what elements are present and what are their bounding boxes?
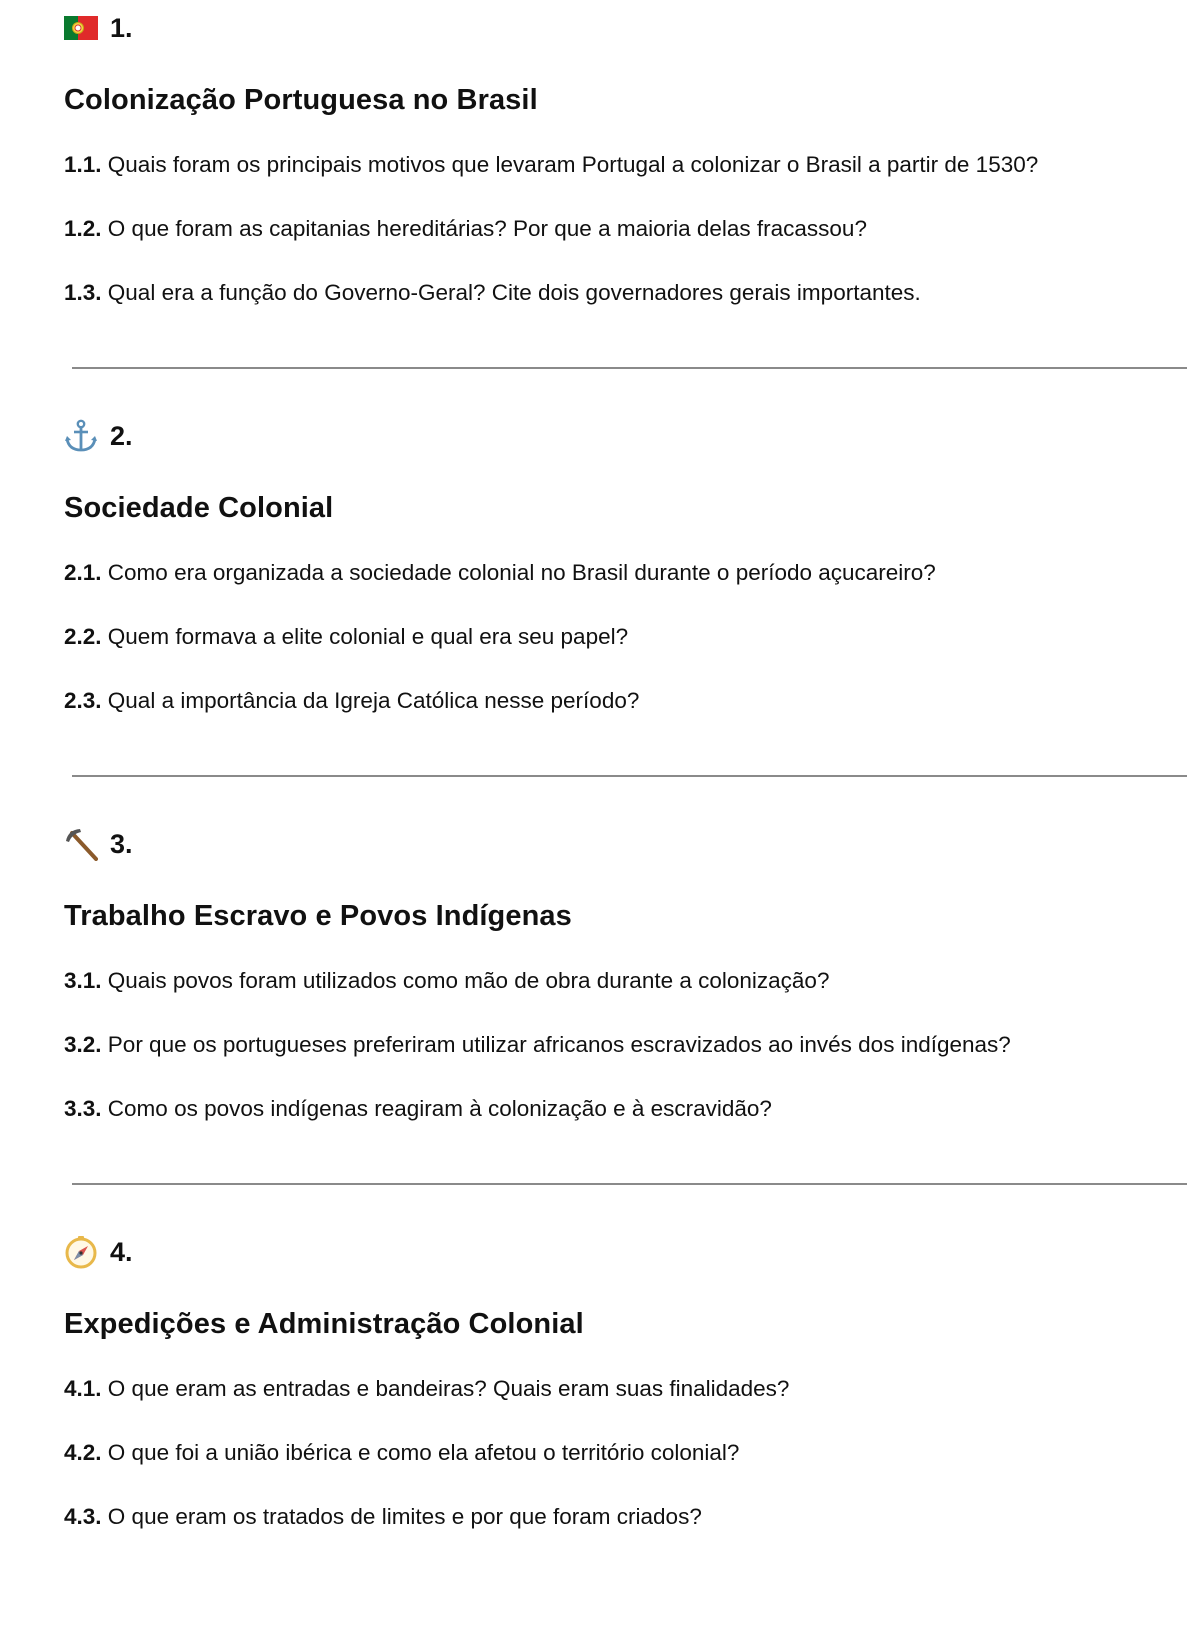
question-text: Por que os portugueses preferiram utilizar africanos escravizados ao invés dos indígenas? [107, 1032, 1011, 1057]
section-3 [64, 826, 1174, 1124]
question-item [64, 1094, 1174, 1124]
section-divider [72, 775, 1187, 777]
section-4 [64, 1234, 1174, 1532]
section-title: Colonização Portuguesa no Brasil [64, 84, 538, 116]
section-1-header [64, 10, 1174, 46]
question-text: Quais foram os principais motivos que levaram Portugal a colonizar o Brasil a partir de 1530? [107, 152, 1039, 177]
section-1 [64, 10, 1174, 308]
section-2 [64, 418, 1174, 716]
question-text: O que eram as entradas e bandeiras? Quais eram suas finalidades? [107, 1376, 790, 1401]
question-item [64, 622, 1174, 652]
question-number: 1.1. [64, 152, 102, 177]
question-number: 4.1. [64, 1376, 102, 1401]
question-text: Quais povos foram utilizados como mão de obra durante a colonização? [107, 968, 830, 993]
question-item [64, 1502, 1174, 1532]
section-number: 3. [110, 829, 133, 859]
question-text: Qual era a função do Governo-Geral? Cite dois governadores gerais importantes. [107, 280, 921, 305]
question-item [64, 1030, 1174, 1060]
section-title: Trabalho Escravo e Povos Indígenas [64, 900, 572, 932]
question-text: Como era organizada a sociedade colonial no Brasil durante o período açucareiro? [107, 560, 936, 585]
section-number: 4. [110, 1237, 133, 1267]
question-item [64, 686, 1174, 716]
question-text: O que foi a união ibérica e como ela afetou o território colonial? [107, 1440, 740, 1465]
question-text: O que foram as capitanias hereditárias? Por que a maioria delas fracassou? [107, 216, 867, 241]
question-number: 2.3. [64, 688, 102, 713]
question-item [64, 966, 1174, 996]
question-number: 1.3. [64, 280, 102, 305]
question-number: 3.1. [64, 968, 102, 993]
section-4-header [64, 1234, 1174, 1270]
question-number: 4.3. [64, 1504, 102, 1529]
section-title: Sociedade Colonial [64, 492, 334, 524]
question-item [64, 1374, 1174, 1404]
section-2-header [64, 418, 1174, 454]
question-number: 4.2. [64, 1440, 102, 1465]
question-text: O que eram os tratados de limites e por que foram criados? [107, 1504, 702, 1529]
section-number: 2. [110, 421, 133, 451]
section-divider [72, 367, 1187, 369]
portugal-flag-icon [64, 12, 102, 44]
question-number: 3.2. [64, 1032, 102, 1057]
question-item [64, 558, 1174, 588]
question-text: Qual a importância da Igreja Católica nesse período? [107, 688, 640, 713]
compass-icon [64, 1236, 102, 1268]
section-number: 1. [110, 13, 133, 43]
question-text: Quem formava a elite colonial e qual era seu papel? [107, 624, 629, 649]
question-number: 3.3. [64, 1096, 102, 1121]
anchor-icon [64, 420, 102, 452]
question-item [64, 278, 1174, 308]
section-title: Expedições e Administração Colonial [64, 1308, 584, 1340]
question-number: 2.1. [64, 560, 102, 585]
question-item [64, 150, 1174, 180]
question-number: 1.2. [64, 216, 102, 241]
question-item [64, 214, 1174, 244]
question-text: Como os povos indígenas reagiram à colonização e à escravidão? [107, 1096, 772, 1121]
section-divider [72, 1183, 1187, 1185]
question-number: 2.2. [64, 624, 102, 649]
pick-icon [64, 828, 102, 860]
question-item [64, 1438, 1174, 1468]
section-3-header [64, 826, 1174, 862]
